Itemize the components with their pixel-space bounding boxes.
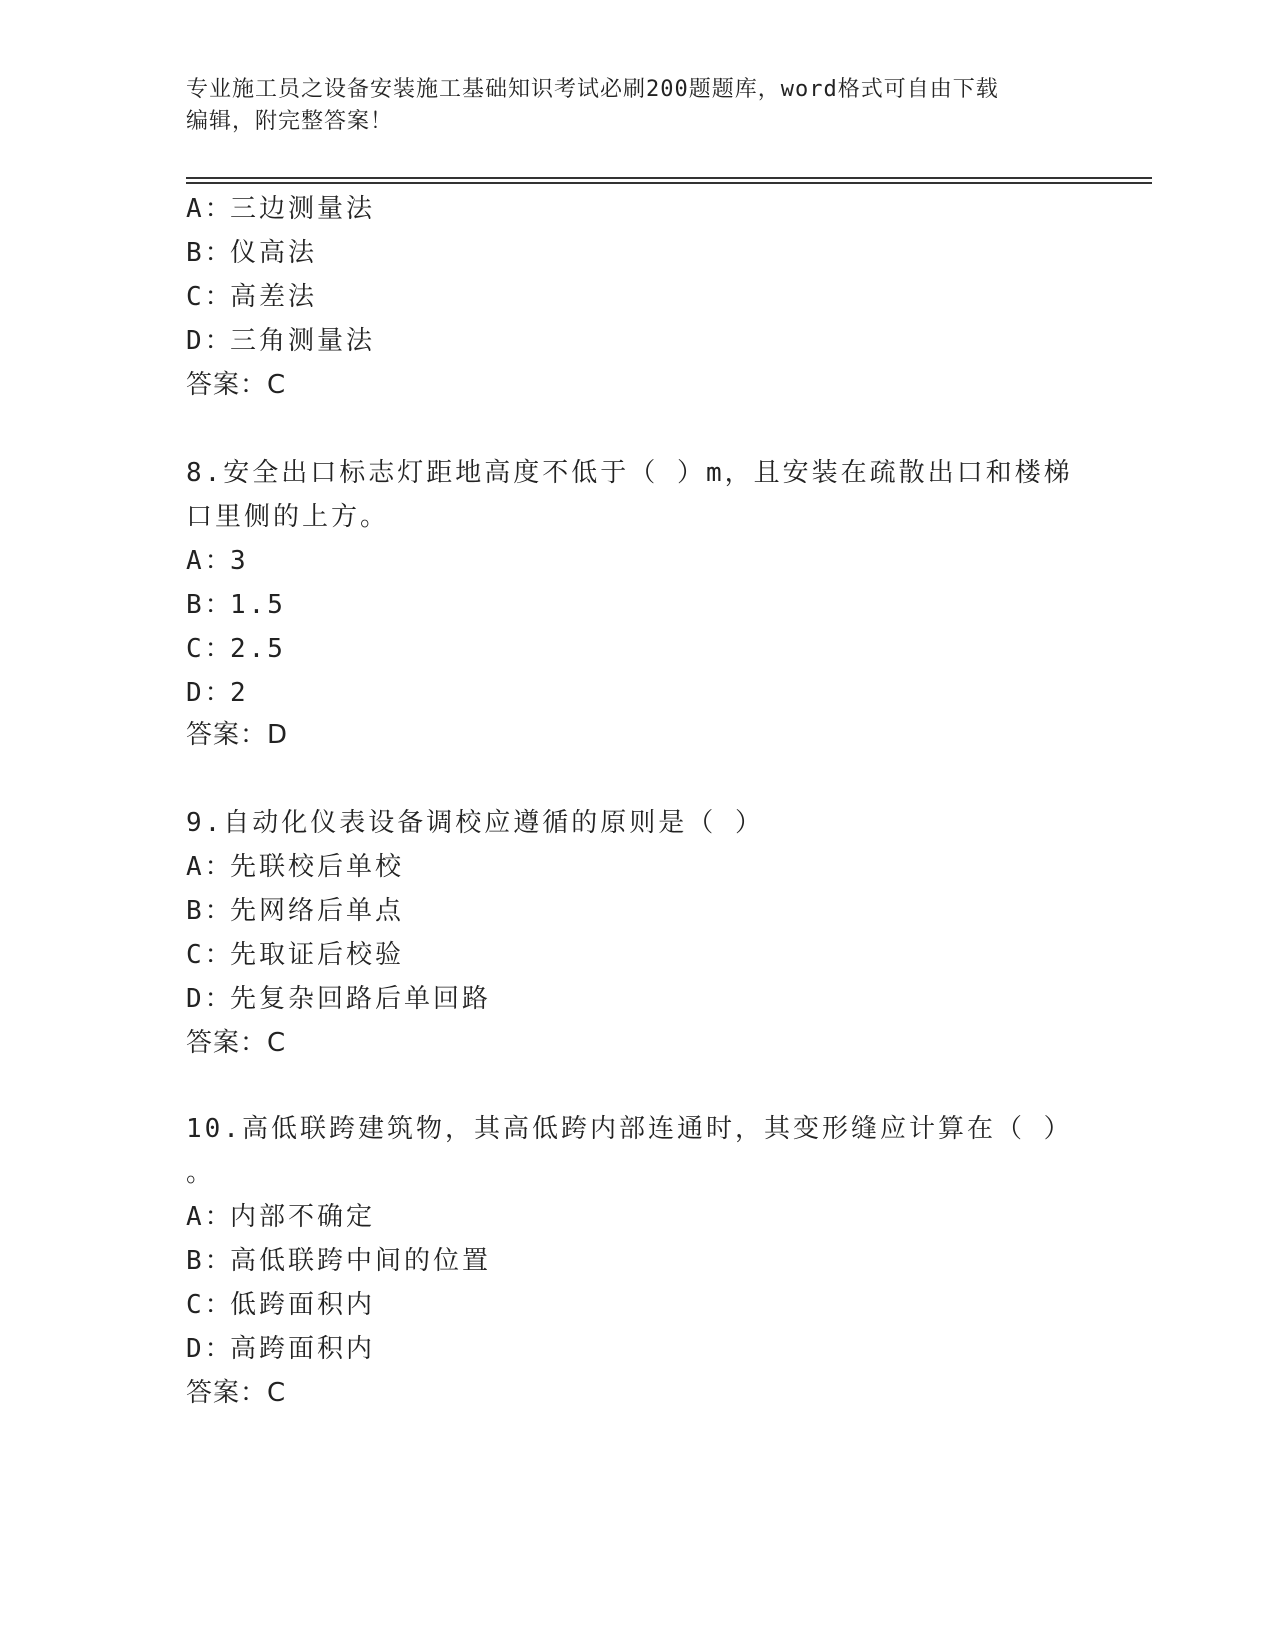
q7-option-a-text: 三边测量法: [230, 194, 376, 224]
q9-option-a: [186, 850, 404, 884]
q7-answer: 答案：C: [186, 370, 287, 400]
q7-option-a: [186, 192, 375, 226]
q7-option-a-letter: A：: [186, 194, 234, 224]
q7-option-d-text: 三角测量法: [230, 326, 376, 356]
q8-question-line-1: 8.安全出口标志灯距地高度不低于（ ）m，且安装在疏散出口和楼梯: [186, 458, 1073, 488]
q10-option-a: [186, 1200, 375, 1234]
q7-option-c-text: 高差法: [230, 282, 318, 312]
header-divider-bottom: [186, 182, 1152, 184]
q9-option-d-letter: D：: [186, 984, 234, 1014]
q10-option-b-text: 高低联跨中间的位置: [230, 1246, 492, 1276]
document-header: [186, 74, 1086, 138]
q9-option-c-letter: C：: [186, 940, 234, 970]
q9-option-a-letter: A：: [186, 852, 234, 882]
q8-option-d: [186, 676, 249, 710]
q7-option-d-letter: D：: [186, 326, 234, 356]
q9-option-b-letter: B：: [186, 896, 234, 926]
q9-answer: 答案：C: [186, 1028, 287, 1058]
q8-option-b-text: 1.5: [230, 590, 286, 620]
q8-option-b-letter: B：: [186, 590, 234, 620]
q8-option-a-letter: A：: [186, 546, 234, 576]
q7-option-b-text: 仪高法: [230, 238, 318, 268]
q10-answer: 答案：C: [186, 1378, 287, 1408]
header-title-line-1: 专业施工员之设备安装施工基础知识考试必刷200题题库，word格式可自由下载: [186, 77, 999, 102]
q8-option-b: [186, 588, 286, 622]
q10-option-c-letter: C：: [186, 1290, 234, 1320]
q8-option-c: [186, 632, 286, 666]
q10-option-d: [186, 1332, 375, 1366]
q10-option-d-letter: D：: [186, 1334, 234, 1364]
q8-option-c-letter: C：: [186, 634, 234, 664]
q8-option-a-text: 3: [230, 546, 249, 576]
q9-option-c-text: 先取证后校验: [230, 940, 405, 970]
q10-option-d-text: 高跨面积内: [230, 1334, 376, 1364]
q10-option-a-text: 内部不确定: [230, 1202, 376, 1232]
q9-option-d-text: 先复杂回路后单回路: [230, 984, 492, 1014]
q7-option-b-letter: B：: [186, 238, 234, 268]
q9-option-c: [186, 938, 404, 972]
q8-option-d-letter: D：: [186, 678, 234, 708]
q8-question-line-2: 口里侧的上方。: [186, 502, 390, 532]
q10-option-a-letter: A：: [186, 1202, 234, 1232]
q7-option-c: [186, 280, 317, 314]
q9-option-b-text: 先网络后单点: [230, 896, 405, 926]
q8-option-a: [186, 544, 249, 578]
q10-option-c: [186, 1288, 375, 1322]
q9-option-b: [186, 894, 404, 928]
q7-option-b: [186, 236, 317, 270]
q8-answer: 答案：D: [186, 720, 289, 750]
q9-option-a-text: 先联校后单校: [230, 852, 405, 882]
q10-question-line-2: 。: [186, 1158, 216, 1188]
q8-option-c-text: 2.5: [230, 634, 286, 664]
header-divider-top: [186, 177, 1152, 179]
q9-option-d: [186, 982, 491, 1016]
header-title-line-2: 编辑，附完整答案！: [186, 109, 394, 134]
q10-question-line-1: 10.高低联跨建筑物，其高低跨内部连通时，其变形缝应计算在（ ）: [186, 1114, 1073, 1144]
q9-question-line-1: 9.自动化仪表设备调校应遵循的原则是（ ）: [186, 808, 764, 838]
q7-option-c-letter: C：: [186, 282, 234, 312]
q8-option-d-text: 2: [230, 678, 249, 708]
q10-option-c-text: 低跨面积内: [230, 1290, 376, 1320]
q10-option-b: [186, 1244, 491, 1278]
q7-option-d: [186, 324, 375, 358]
q10-option-b-letter: B：: [186, 1246, 234, 1276]
